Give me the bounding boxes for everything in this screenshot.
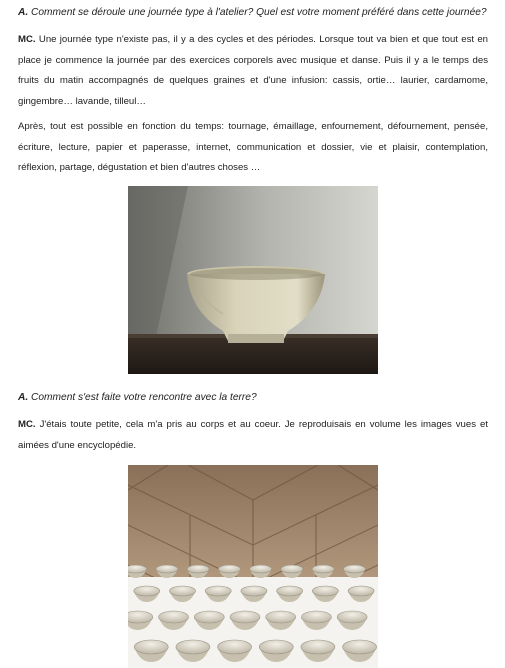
small-bowl-rim (312, 565, 334, 573)
small-bowl-rim (343, 640, 377, 654)
small-bowl-rim (128, 611, 153, 623)
small-bowl-rim (230, 611, 260, 623)
answer-2-text: J'étais toute petite, cela m'a pris au corps et au coeur. Je reproduisais en volume les images vues et aimées d'une encyclopédie. (18, 419, 488, 451)
small-bowl-rim (218, 640, 252, 654)
small-bowl-rim (348, 586, 374, 596)
answer-1-paragraph-2: Après, tout est possible en fonction du temps: tournage, émaillage, enfournement, défournement, pensée, écriture, lecture, papier et paperasse, internet, communication et dossier, vie et plaisir, contemplation, réflexion, partage, dégustation et bien d'autres choses … (18, 121, 488, 173)
small-bowl-rim (170, 586, 196, 596)
small-bowl-rim (128, 565, 147, 573)
small-bowl-rim (259, 640, 293, 654)
small-bowl-rim (250, 565, 272, 573)
small-bowl-rim (312, 586, 338, 596)
question-1-text: Comment se déroule une journée type à l'atelier? Quel est votre moment préféré dans cette journée? (31, 7, 487, 18)
small-bowl-rim (281, 565, 303, 573)
question-2 (18, 391, 488, 405)
bowls-on-floor-photo (128, 465, 378, 668)
small-bowl-rim (134, 586, 160, 596)
small-bowl-rim (187, 565, 209, 573)
small-bowl-rim (176, 640, 210, 654)
bowls-image (128, 465, 378, 668)
answer-2-prefix: MC. (18, 419, 36, 430)
question-1-prefix: A. (18, 7, 29, 18)
answer-2-paragraph (18, 415, 488, 456)
question-2-prefix: A. (18, 392, 29, 403)
answer-1-prefix: MC. (18, 34, 36, 45)
small-bowl-rim (156, 565, 178, 573)
bowl-image (128, 186, 378, 374)
small-bowl-rim (301, 611, 331, 623)
small-bowl-rim (266, 611, 296, 623)
small-bowl-rim (218, 565, 240, 573)
small-bowl-rim (301, 640, 335, 654)
small-bowl-rim (337, 611, 367, 623)
bowl-photo (128, 186, 378, 374)
small-bowl-rim (205, 586, 231, 596)
small-bowl-rim (194, 611, 224, 623)
small-bowl-rim (134, 640, 168, 654)
small-bowl-rim (159, 611, 189, 623)
small-bowl-rim (277, 586, 303, 596)
answer-1-text: Une journée type n'existe pas, il y a des cycles et des périodes. Lorsque tout va bien et que tout est en place je commence la journée par des exercices corporels avec musique et danse. Puis il y a le temps des fruits du matin accompagnés de quelques graines et d'une infusion: cassis, ortie… laurier, cardamome, gingembre… lavande, tilleul… (18, 34, 488, 107)
question-1 (18, 6, 488, 20)
small-bowl-rim (343, 565, 365, 573)
small-bowl-rim (241, 586, 267, 596)
answer-1-paragraph-1 (18, 30, 488, 112)
question-2-text: Comment s'est faite votre rencontre avec la terre? (31, 392, 257, 403)
